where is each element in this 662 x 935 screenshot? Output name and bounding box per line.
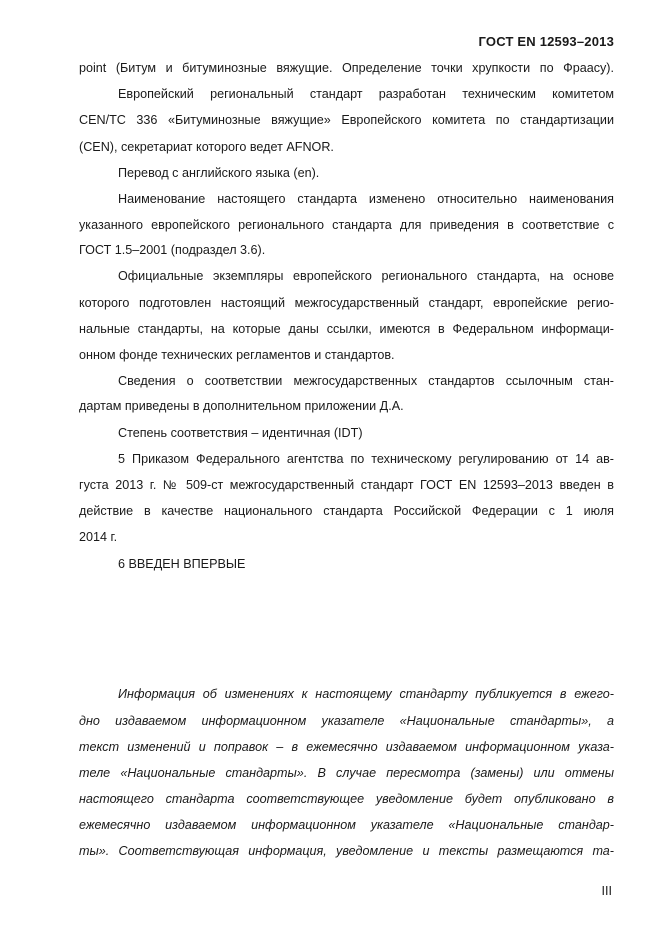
body-line: указанного европейского регионального стандарта для приведения в соответствие с: [79, 218, 614, 232]
page-number: III: [601, 884, 612, 898]
body-line: point (Битум и битуминозные вяжущие. Определение точки хрупкости по Фраасу).: [79, 61, 614, 75]
body-line: 2014 г.: [79, 530, 118, 544]
notice-line: настоящего стандарта соответствующее уведомление будет опубликовано в: [79, 792, 614, 806]
body-line: Европейский региональный стандарт разработан техническим комитетом: [118, 87, 614, 101]
body-line: 5 Приказом Федерального агентства по техническому регулированию от 14 ав-: [118, 452, 614, 466]
notice-line: ты». Соответствующая информация, уведомление и тексты размещаются та-: [79, 844, 614, 858]
body-line: Степень соответствия – идентичная (IDT): [118, 426, 363, 440]
notice-line: дно издаваемом информационном указателе «Национальные стандарты», а: [79, 714, 614, 728]
notice-line: ежемесячно издаваемом информационном указателе «Национальные стандар-: [79, 818, 614, 832]
body-line: действие в качестве национального стандарта Российской Федерации с 1 июля: [79, 504, 614, 518]
body-line: Наименование настоящего стандарта изменено относительно наименования: [118, 192, 614, 206]
body-line: которого подготовлен настоящий межгосударственный стандарт, европейские регио-: [79, 296, 614, 310]
body-line: CEN/TC 336 «Битуминозные вяжущие» Европейского комитета по стандартизации: [79, 113, 614, 127]
notice-line: теле «Национальные стандарты». В случае пересмотра (замены) или отмены: [79, 766, 614, 780]
body-line: Сведения о соответствии межгосударственных стандартов ссылочным стан-: [118, 374, 614, 388]
notice-line: Информация об изменениях к настоящему стандарту публикуется в ежего-: [118, 687, 614, 701]
body-line: Перевод с английского языка (en).: [118, 166, 320, 180]
body-line: дартам приведены в дополнительном приложении Д.А.: [79, 399, 404, 413]
body-line: онном фонде технических регламентов и стандартов.: [79, 348, 395, 362]
body-line: Официальные экземпляры европейского регионального стандарта, на основе: [118, 269, 614, 283]
body-line: (CEN), секретариат которого ведет AFNOR.: [79, 140, 334, 154]
section-heading: 6 ВВЕДЕН ВПЕРВЫЕ: [118, 557, 246, 571]
notice-line: текст изменений и поправок – в ежемесячно издаваемом информационном указа-: [79, 740, 614, 754]
body-line: ГОСТ 1.5–2001 (подраздел 3.6).: [79, 243, 266, 257]
body-line: густа 2013 г. № 509-ст межгосударственный стандарт ГОСТ EN 12593–2013 введен в: [79, 478, 614, 492]
standard-designation: ГОСТ EN 12593–2013: [478, 34, 614, 49]
body-line: нальные стандарты, на которые даны ссылки, имеются в Федеральном информаци-: [79, 322, 614, 336]
